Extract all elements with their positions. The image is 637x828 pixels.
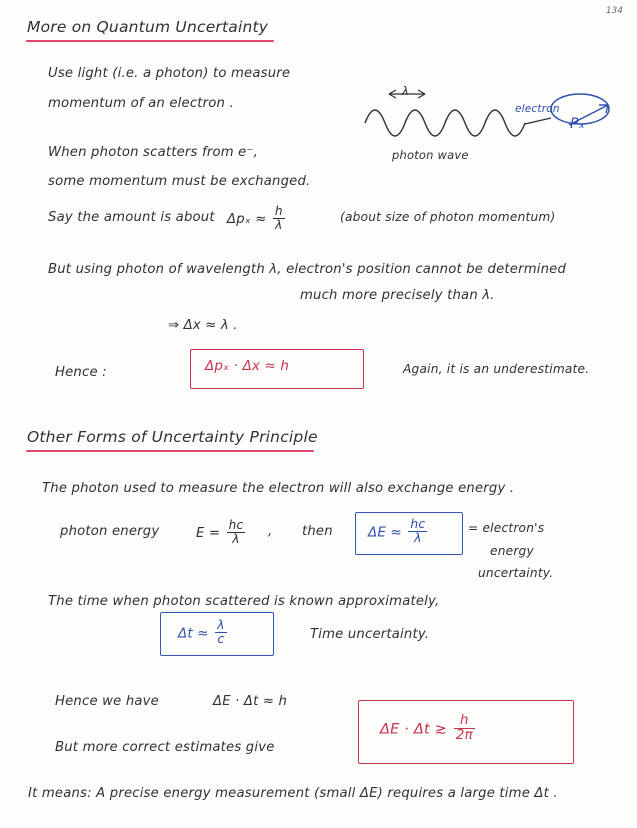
boxed-final-lhs: ΔE · Δt ≳ xyxy=(380,721,448,738)
boxed-equation-uncertainty: Δpₓ · Δx ≈ h xyxy=(205,359,290,374)
section2-line-4: = electron's xyxy=(468,521,545,535)
section-heading-2-underline xyxy=(26,450,314,452)
fraction-h-2pi xyxy=(454,714,475,743)
section2-line-5: energy xyxy=(490,544,534,558)
electron-label: electron xyxy=(515,103,560,115)
fraction-denominator: λ xyxy=(273,218,285,232)
fraction-hc-lambda xyxy=(227,519,246,545)
section2-line-2: photon energy xyxy=(60,524,160,539)
fraction-denominator: λ xyxy=(408,531,427,545)
equation-energy-time: ΔE · Δt ≈ h xyxy=(213,694,288,709)
section2-line-11: It means: A precise energy measurement (small ΔE) requires a large time Δt . xyxy=(28,786,558,801)
section2-line-8: Time uncertainty. xyxy=(310,627,430,642)
section2-line-3: then xyxy=(302,524,333,539)
boxed-final xyxy=(380,715,477,744)
section2-line-6: uncertainty. xyxy=(478,566,554,580)
boxed-delta-t-lhs: Δt ≈ xyxy=(178,626,209,642)
body-line-3: When photon scatters from e⁻, xyxy=(48,145,259,160)
section-heading-2: Other Forms of Uncertainty Principle xyxy=(27,428,318,446)
body-line-5: Say the amount is about xyxy=(48,210,215,225)
equation-delta-p xyxy=(227,206,287,232)
fraction-denominator: c xyxy=(215,632,227,646)
fraction-denominator: λ xyxy=(227,532,246,546)
fraction-lambda-c xyxy=(215,619,227,646)
boxed-delta-t xyxy=(178,620,229,647)
body-line-7: But using photon of wavelength λ, electron's position cannot be determined xyxy=(48,262,567,277)
fraction-numerator: h xyxy=(460,713,469,728)
body-line-1: Use light (i.e. a photon) to measure xyxy=(48,66,291,81)
equation-photon-energy xyxy=(196,520,247,546)
momentum-label: Pₓ xyxy=(570,116,586,132)
wavelength-label: λ xyxy=(402,84,410,98)
fraction-numerator: h xyxy=(274,204,283,218)
fraction-hc-lambda-2 xyxy=(408,518,427,545)
fraction-numerator: hc xyxy=(410,517,426,531)
section2-line-9: Hence we have xyxy=(55,694,159,709)
section2-line-1: The photon used to measure the electron will also exchange energy . xyxy=(42,481,515,496)
section2-line-10: But more correct estimates give xyxy=(55,740,275,755)
section-heading-1-underline xyxy=(26,40,274,42)
fraction-numerator: λ xyxy=(217,618,225,632)
body-line-10: Again, it is an underestimate. xyxy=(403,362,590,376)
boxed-delta-E-lhs: ΔE ≈ xyxy=(368,525,402,541)
section2-line-7: The time when photon scattered is known approximately, xyxy=(48,594,440,609)
equation-photon-energy-lhs: E = xyxy=(196,526,221,542)
equation-delta-p-lhs: Δpₓ ≈ xyxy=(227,212,267,228)
body-line-2: momentum of an electron . xyxy=(48,96,234,111)
fraction-h-lambda xyxy=(273,205,285,231)
section-heading-1: More on Quantum Uncertainty xyxy=(27,18,269,36)
comma-separator: , xyxy=(268,524,273,539)
page-number: 134 xyxy=(605,6,623,16)
body-line-9: Hence : xyxy=(55,365,107,380)
body-line-4: some momentum must be exchanged. xyxy=(48,174,311,189)
body-line-8: much more precisely than λ. xyxy=(300,288,495,303)
fraction-denominator: 2π xyxy=(455,728,473,743)
boxed-delta-E xyxy=(368,519,429,546)
photon-wave-caption: photon wave xyxy=(392,148,469,162)
body-line-6: (about size of photon momentum) xyxy=(340,210,556,224)
fraction-numerator: hc xyxy=(228,518,244,532)
equation-delta-x: ⇒ Δx ≈ λ . xyxy=(168,318,238,333)
